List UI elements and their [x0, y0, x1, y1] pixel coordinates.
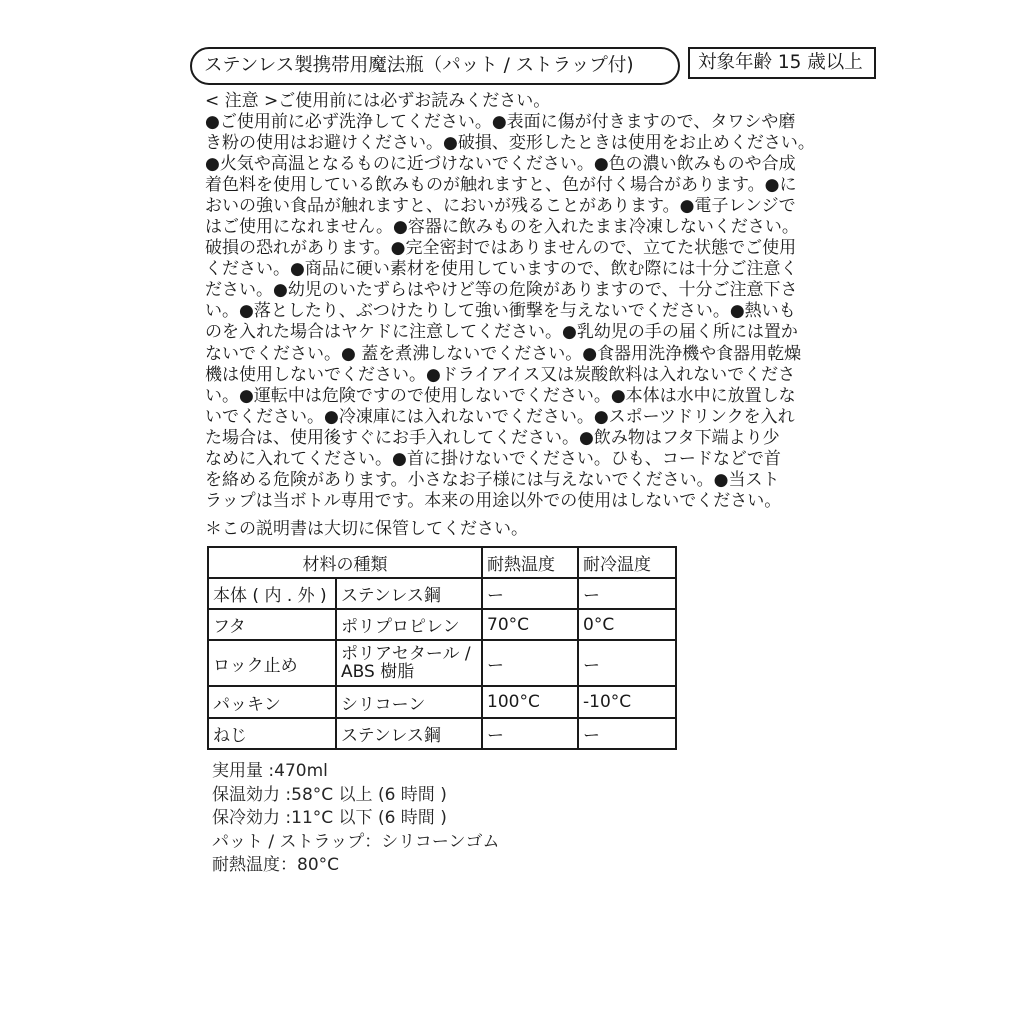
caution-line: た場合は、使用後すぐにお手入れしてください。●飲み物はフタ下端より少	[205, 427, 780, 448]
table-header-row	[208, 547, 676, 578]
caution-line: はご使用になれません。●容器に飲みものを入れたまま冷凍しないください。	[205, 217, 799, 238]
material-cell: ポリプロピレン	[336, 609, 482, 640]
part-cell: フタ	[208, 609, 336, 640]
caution-line: のを入れた場合はヤケドに注意してください。●乳幼児の手の届く所には置か	[205, 322, 798, 343]
materials-table	[207, 546, 677, 750]
spec-cold-retention: 保冷効力 :11°C 以下 (6 時間 )	[212, 808, 447, 828]
spec-heat-retention: 保温効力 :58°C 以上 (6 時間 )	[212, 784, 447, 805]
caution-line: 機は使用しないでください。●ドライアイス又は炭酸飲料は入れないでくださ	[205, 364, 796, 385]
caution-heading: < 注意 >ご使用前には必ずお読みください。	[205, 91, 551, 111]
caution-line: おいの強い食品が触れますと、においが残ることがあります。●電子レンジで	[205, 196, 796, 217]
age-label: 対象年齢 15 歳以上	[688, 47, 876, 79]
table-row	[208, 640, 676, 686]
part-cell: ねじ	[208, 718, 336, 749]
heat-cell: 70°C	[482, 609, 578, 640]
cold-cell: -10°C	[578, 686, 676, 718]
cold-cell: ー	[578, 718, 676, 749]
caution-line: ください。●商品に硬い素材を使用していますので、飲む際には十分ご注意く	[205, 259, 798, 280]
cold-cell: ー	[578, 640, 676, 686]
product-title: ステンレス製携帯用魔法瓶（パット / ストラップ付)	[190, 47, 680, 85]
material-cell: ステンレス鋼	[336, 578, 482, 609]
material-cell: シリコーン	[336, 686, 482, 718]
material-cell: ポリアセタール / ABS 樹脂	[336, 640, 482, 686]
caution-line: を絡める危険があります。小さなお子様には与えないでください。●当スト	[205, 469, 780, 490]
table-row	[208, 578, 676, 609]
heat-cell: 100°C	[482, 686, 578, 718]
caution-line: 着色料を使用している飲みものが触れますと、色が付く場合があります。●に	[205, 175, 797, 196]
cold-cell: ー	[578, 578, 676, 609]
spec-capacity: 実用量 :470ml	[212, 761, 328, 781]
caution-line: なめに入れてください。●首に掛けないでください。ひも、コードなどで首	[205, 448, 781, 469]
cold-cell: 0°C	[578, 609, 676, 640]
header-cold-resistance: 耐冷温度	[578, 547, 676, 578]
heat-cell: ー	[482, 578, 578, 609]
caution-line: ないでください。● 蓋を煮沸しないでください。●食器用洗浄機や食器用乾燥	[205, 343, 802, 364]
spec-heat-resistance: 耐熱温度：80°C	[212, 855, 340, 875]
caution-line: い。●運転中は危険ですので使用しないでください。●本体は水中に放置しな	[205, 385, 796, 406]
caution-line: ●火気や高温となるものに近づけないでください。●色の濃い飲みものや合成	[205, 154, 796, 175]
material-cell: ステンレス鋼	[336, 718, 482, 749]
table-row	[208, 609, 676, 640]
caution-line: ださい。●幼児のいたずらはやけど等の危険がありますので、十分ご注意下さ	[205, 280, 798, 301]
header-material-type: 材料の種類	[208, 547, 482, 578]
caution-line: いでください。●冷凍庫には入れないでください。●スポーツドリンクを入れ	[205, 406, 795, 427]
caution-line: ラップは当ボトル専用です。本来の用途以外での使用はしないでください。	[205, 490, 782, 511]
header-heat-resistance: 耐熱温度	[482, 547, 578, 578]
heat-cell: ー	[482, 718, 578, 749]
caution-line: ●ご使用前に必ず洗浄してください。●表面に傷が付きますので、タワシや磨	[205, 112, 796, 132]
part-cell: パッキン	[208, 686, 336, 718]
spec-pad-strap-material: パット / ストラップ：シリコーンゴム	[212, 831, 500, 852]
caution-text-block	[205, 112, 885, 512]
heat-cell: ー	[482, 640, 578, 686]
caution-line: き粉の使用はお避けください。●破損、変形したときは使用をお止めください。	[205, 133, 815, 154]
caution-line: 破損の恐れがあります。●完全密封ではありませんので、立てた状態でご使用	[205, 238, 797, 259]
table-row	[208, 718, 676, 749]
caution-line: い。●落としたり、ぶつけたりして強い衝撃を与えないでください。●熱いも	[205, 301, 796, 322]
part-cell: ロック止め	[208, 640, 336, 686]
keep-manual-note: ＊この説明書は大切に保管してください。	[205, 519, 528, 539]
specifications	[212, 760, 500, 878]
part-cell: 本体 ( 内 . 外 )	[208, 578, 336, 609]
table-row	[208, 686, 676, 718]
